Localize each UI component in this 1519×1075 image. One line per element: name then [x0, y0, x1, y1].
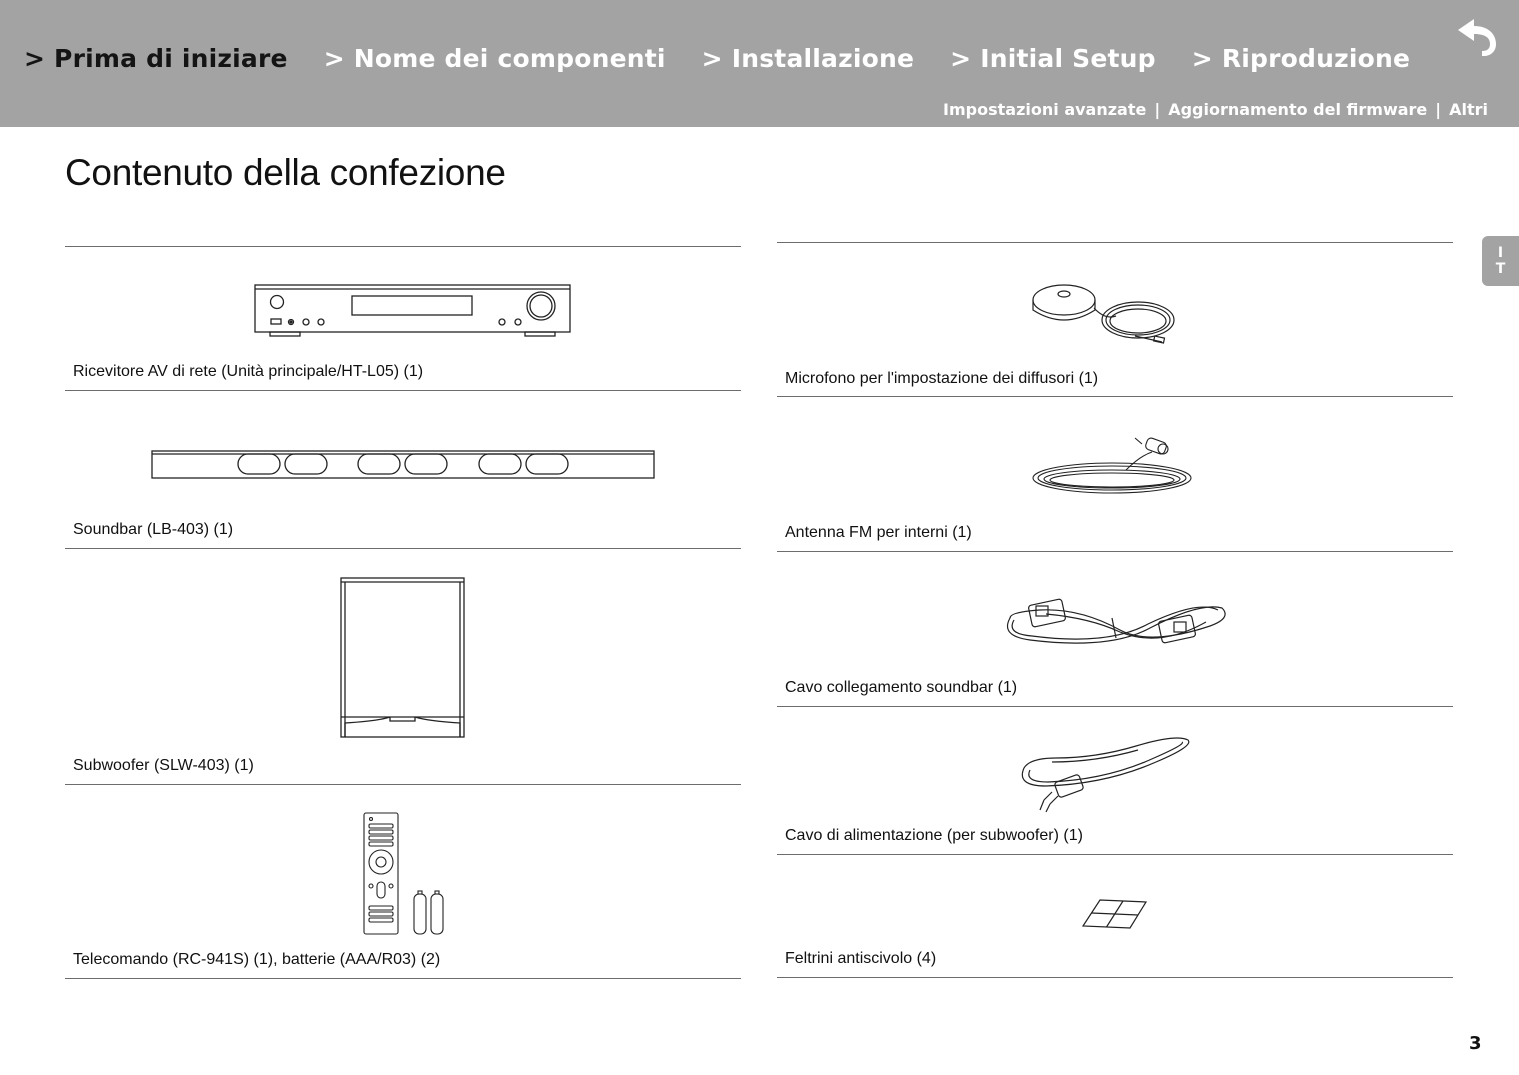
item-caption: Feltrini antiscivolo (4): [785, 950, 937, 967]
nav-installazione[interactable]: > Installazione: [701, 44, 915, 73]
item-caption: Soundbar (LB-403) (1): [73, 521, 234, 538]
nav-nome-dei-componenti[interactable]: > Nome dei componenti: [323, 44, 666, 73]
nav-prima-di-iniziare[interactable]: > Prima di iniziare: [24, 44, 288, 73]
subnav-separator: |: [1435, 100, 1442, 119]
divider: [777, 396, 1453, 397]
nav-riproduzione[interactable]: > Riproduzione: [1191, 44, 1411, 73]
divider: [777, 551, 1453, 552]
power-cord-icon: [1016, 734, 1196, 814]
divider: [65, 548, 741, 549]
divider: [65, 246, 741, 247]
subnav-separator: |: [1154, 100, 1161, 119]
language-tab[interactable]: [1482, 236, 1519, 286]
item-caption: Cavo di alimentazione (per subwoofer) (1): [785, 827, 1083, 844]
divider: [65, 390, 741, 391]
item-caption: Antenna FM per interni (1): [785, 524, 972, 541]
nav-initial-setup[interactable]: > Initial Setup: [950, 44, 1156, 73]
item-caption: Cavo collegamento soundbar (1): [785, 679, 1018, 696]
subwoofer-icon: [338, 575, 468, 740]
language-tab-letter: T: [1495, 261, 1506, 277]
item-caption: Subwoofer (SLW-403) (1): [73, 757, 254, 774]
remote-batteries-icon: [360, 810, 450, 938]
page-title: Contenuto della confezione: [65, 152, 506, 193]
item-caption: Ricevitore AV di rete (Unità principale/HT-L05) (1): [73, 363, 424, 380]
language-tab-letter: I: [1497, 245, 1504, 261]
subnav-altri[interactable]: Altri: [1449, 100, 1488, 119]
sub-nav: [943, 100, 1488, 119]
divider: [777, 706, 1453, 707]
divider: [65, 978, 741, 979]
divider: [777, 977, 1453, 978]
subnav-aggiornamento-firmware[interactable]: Aggiornamento del firmware: [1168, 100, 1428, 119]
item-caption: Microfono per l'impostazione dei diffusori (1): [785, 370, 1099, 387]
fm-antenna-icon: [1030, 434, 1200, 500]
setup-microphone-icon: [1030, 280, 1180, 346]
soundbar-cable-icon: [1000, 588, 1230, 654]
header-bar: [0, 0, 1519, 127]
subnav-impostazioni-avanzate[interactable]: Impostazioni avanzate: [943, 100, 1147, 119]
soundbar-icon: [150, 448, 656, 482]
felt-pads-icon: [1080, 898, 1150, 932]
page-number: 3: [1469, 1033, 1482, 1054]
av-receiver-icon: [250, 282, 575, 338]
divider: [777, 242, 1453, 243]
back-arrow-icon[interactable]: [1448, 14, 1500, 60]
divider: [65, 784, 741, 785]
top-nav: [24, 44, 1446, 73]
divider: [777, 854, 1453, 855]
item-caption: Telecomando (RC-941S) (1), batterie (AAA/R03) (2): [73, 951, 441, 968]
